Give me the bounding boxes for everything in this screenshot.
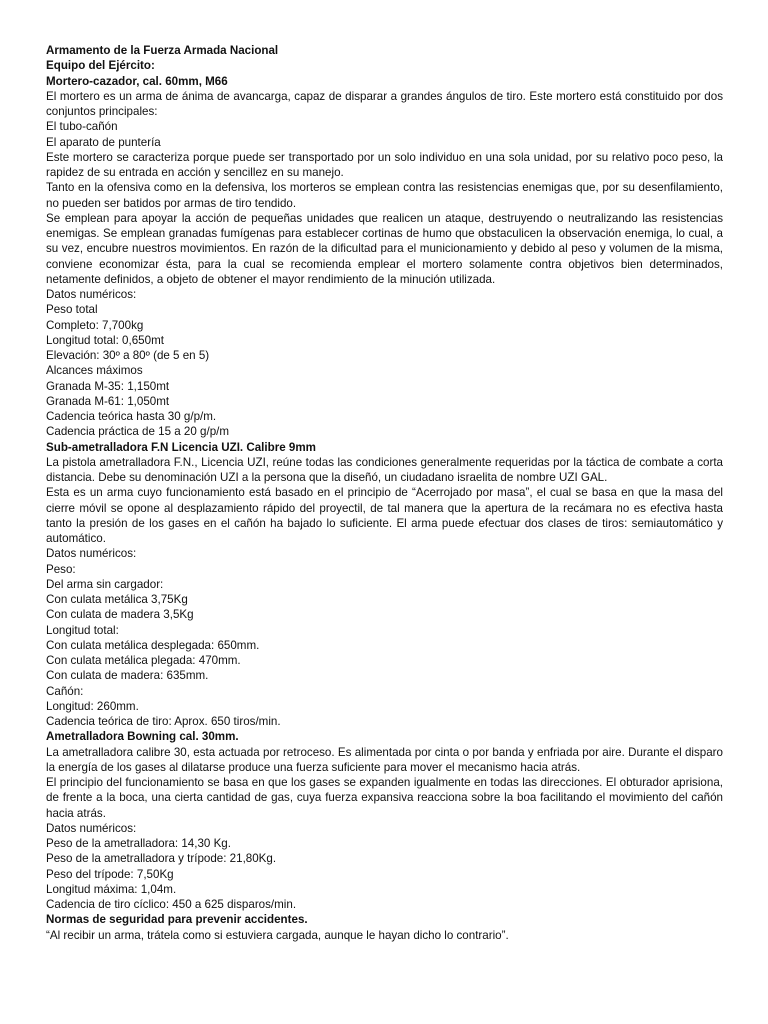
data-line: Longitud: 260mm. <box>46 699 139 713</box>
data-line: Cadencia de tiro cíclico: 450 a 625 disparos/min. <box>46 898 297 911</box>
uzi-heading: Sub-ametralladora F.N Licencia UZI. Calibre 9mm <box>46 440 316 454</box>
paragraph: La pistola ametralladora F.N., Licencia UZI, reúne todas las condiciones generalmente requeridas por la táctica de combate a corta distancia. Debe su denominación UZI a la persona que la diseñó, un ciudadano israelita de nombre UZI GAL. <box>46 455 723 484</box>
safety-rule: “Al recibir un arma, trátela como si estuviera cargada, aunque le hayan dicho lo contrario”. <box>46 928 509 942</box>
data-line: Cañón: <box>46 684 84 698</box>
data-line: Peso de la ametralladora y trípode: 21,80Kg. <box>46 852 277 866</box>
safety-heading: Normas de seguridad para prevenir accidentes. <box>46 913 308 927</box>
paragraph: La ametralladora calibre 30, esta actuada por retroceso. Es alimentada por cinta o por banda y enfriada por aire. Durante el disparo la energía de los gases al dilatarse produce una fuerza suficiente para mover el mecanismo hacia atrás. <box>46 745 723 774</box>
data-line: Con culata metálica 3,75Kg <box>46 593 188 606</box>
data-line: Con culata metálica desplegada: 650mm. <box>46 638 260 652</box>
data-line: Granada M-35: 1,150mt <box>46 379 170 393</box>
list-item: El aparato de puntería <box>46 135 161 149</box>
section-title: Equipo del Ejército: <box>46 59 155 73</box>
paragraph: Tanto en la ofensiva como en la defensiva, los morteros se emplean contra las resistencias enemigas que, por su desenfilamiento, no pueden ser batidos por armas de tiro tendido. <box>46 181 723 210</box>
data-line: Alcances máximos <box>46 364 143 378</box>
data-line: Elevación: 30º a 80º (de 5 en 5) <box>46 349 210 362</box>
data-line: Cadencia teórica hasta 30 g/p/m. <box>46 410 217 423</box>
mortar-heading: Mortero-cazador, cal. 60mm, M66 <box>46 74 228 88</box>
paragraph: Esta es un arma cuyo funcionamiento está basado en el principio de “Acerrojado por masa”, el cual se basa en que la masa del cierre móvil se opone al desplazamiento rápido del proyectil, de tal manera que la apertura de la recámara no es efectiva hasta tanto la presión de los gases en el cañón ha bajado lo suficiente. El arma puede efectuar dos clases de tiros: semiautomático y automático. <box>46 486 723 545</box>
data-line: Longitud máxima: 1,04m. <box>46 882 177 896</box>
data-line: Del arma sin cargador: <box>46 577 164 591</box>
data-line: Peso del trípode: 7,50Kg <box>46 867 174 881</box>
paragraph: El mortero es un arma de ánima de avancarga, capaz de disparar a grandes ángulos de tiro. Este mortero está constituido por dos conjuntos principales: <box>46 89 723 118</box>
data-label: Datos numéricos: <box>46 288 137 301</box>
data-line: Cadencia práctica de 15 a 20 g/p/m <box>46 425 230 439</box>
data-line: Con culata metálica plegada: 470mm. <box>46 654 241 667</box>
data-line: Longitud total: <box>46 623 119 637</box>
data-line: Peso de la ametralladora: 14,30 Kg. <box>46 837 231 850</box>
paragraph: Se emplean para apoyar la acción de pequeñas unidades que realicen un ataque, destruyendo o neutralizando las resistencias enemigas. Se emplean granadas fumígenas para establecer cortinas de humo que obstaculicen la observación enemiga, lo cual, a su vez, encubre nuestros movimientos. En razón de la dificultad para el municionamiento y debido al peso y volumen de la misma, conviene economizar ésta, para la cual se recomienda emplear el mortero solamente contra objetivos bien determinados, netamente definidos, a objeto de obtener el mayor rendimiento de la minución utilizada. <box>46 211 723 286</box>
paragraph: Este mortero se caracteriza porque puede ser transportado por un solo individuo en una sola unidad, por su relativo poco peso, la rapidez de su entrada en acción y sencillez en su manejo. <box>46 150 723 179</box>
data-label: Datos numéricos: <box>46 821 137 835</box>
data-line: Con culata de madera 3,5Kg <box>46 608 194 622</box>
data-line: Granada M-61: 1,050mt <box>46 394 170 408</box>
data-line: Peso total <box>46 303 98 317</box>
data-line: Longitud total: 0,650mt <box>46 333 164 347</box>
data-line: Completo: 7,700kg <box>46 318 144 332</box>
document-title: Armamento de la Fuerza Armada Nacional <box>46 44 279 57</box>
list-item: El tubo-cañón <box>46 120 118 134</box>
data-label: Datos numéricos: <box>46 547 137 561</box>
paragraph: El principio del funcionamiento se basa en que los gases se expanden igualmente en todas las direcciones. El obturador aprisiona, de frente a la boca, una cierta cantidad de gas, cuya fuerza expansiva reacciona sobre la boa facilitando el movimiento del cañón hacia atrás. <box>46 776 723 820</box>
data-line: Cadencia teórica de tiro: Aprox. 650 tiros/min. <box>46 715 281 728</box>
data-line: Peso: <box>46 562 76 576</box>
browning-heading: Ametralladora Bowning cal. 30mm. <box>46 730 239 744</box>
data-line: Con culata de madera: 635mm. <box>46 669 209 683</box>
